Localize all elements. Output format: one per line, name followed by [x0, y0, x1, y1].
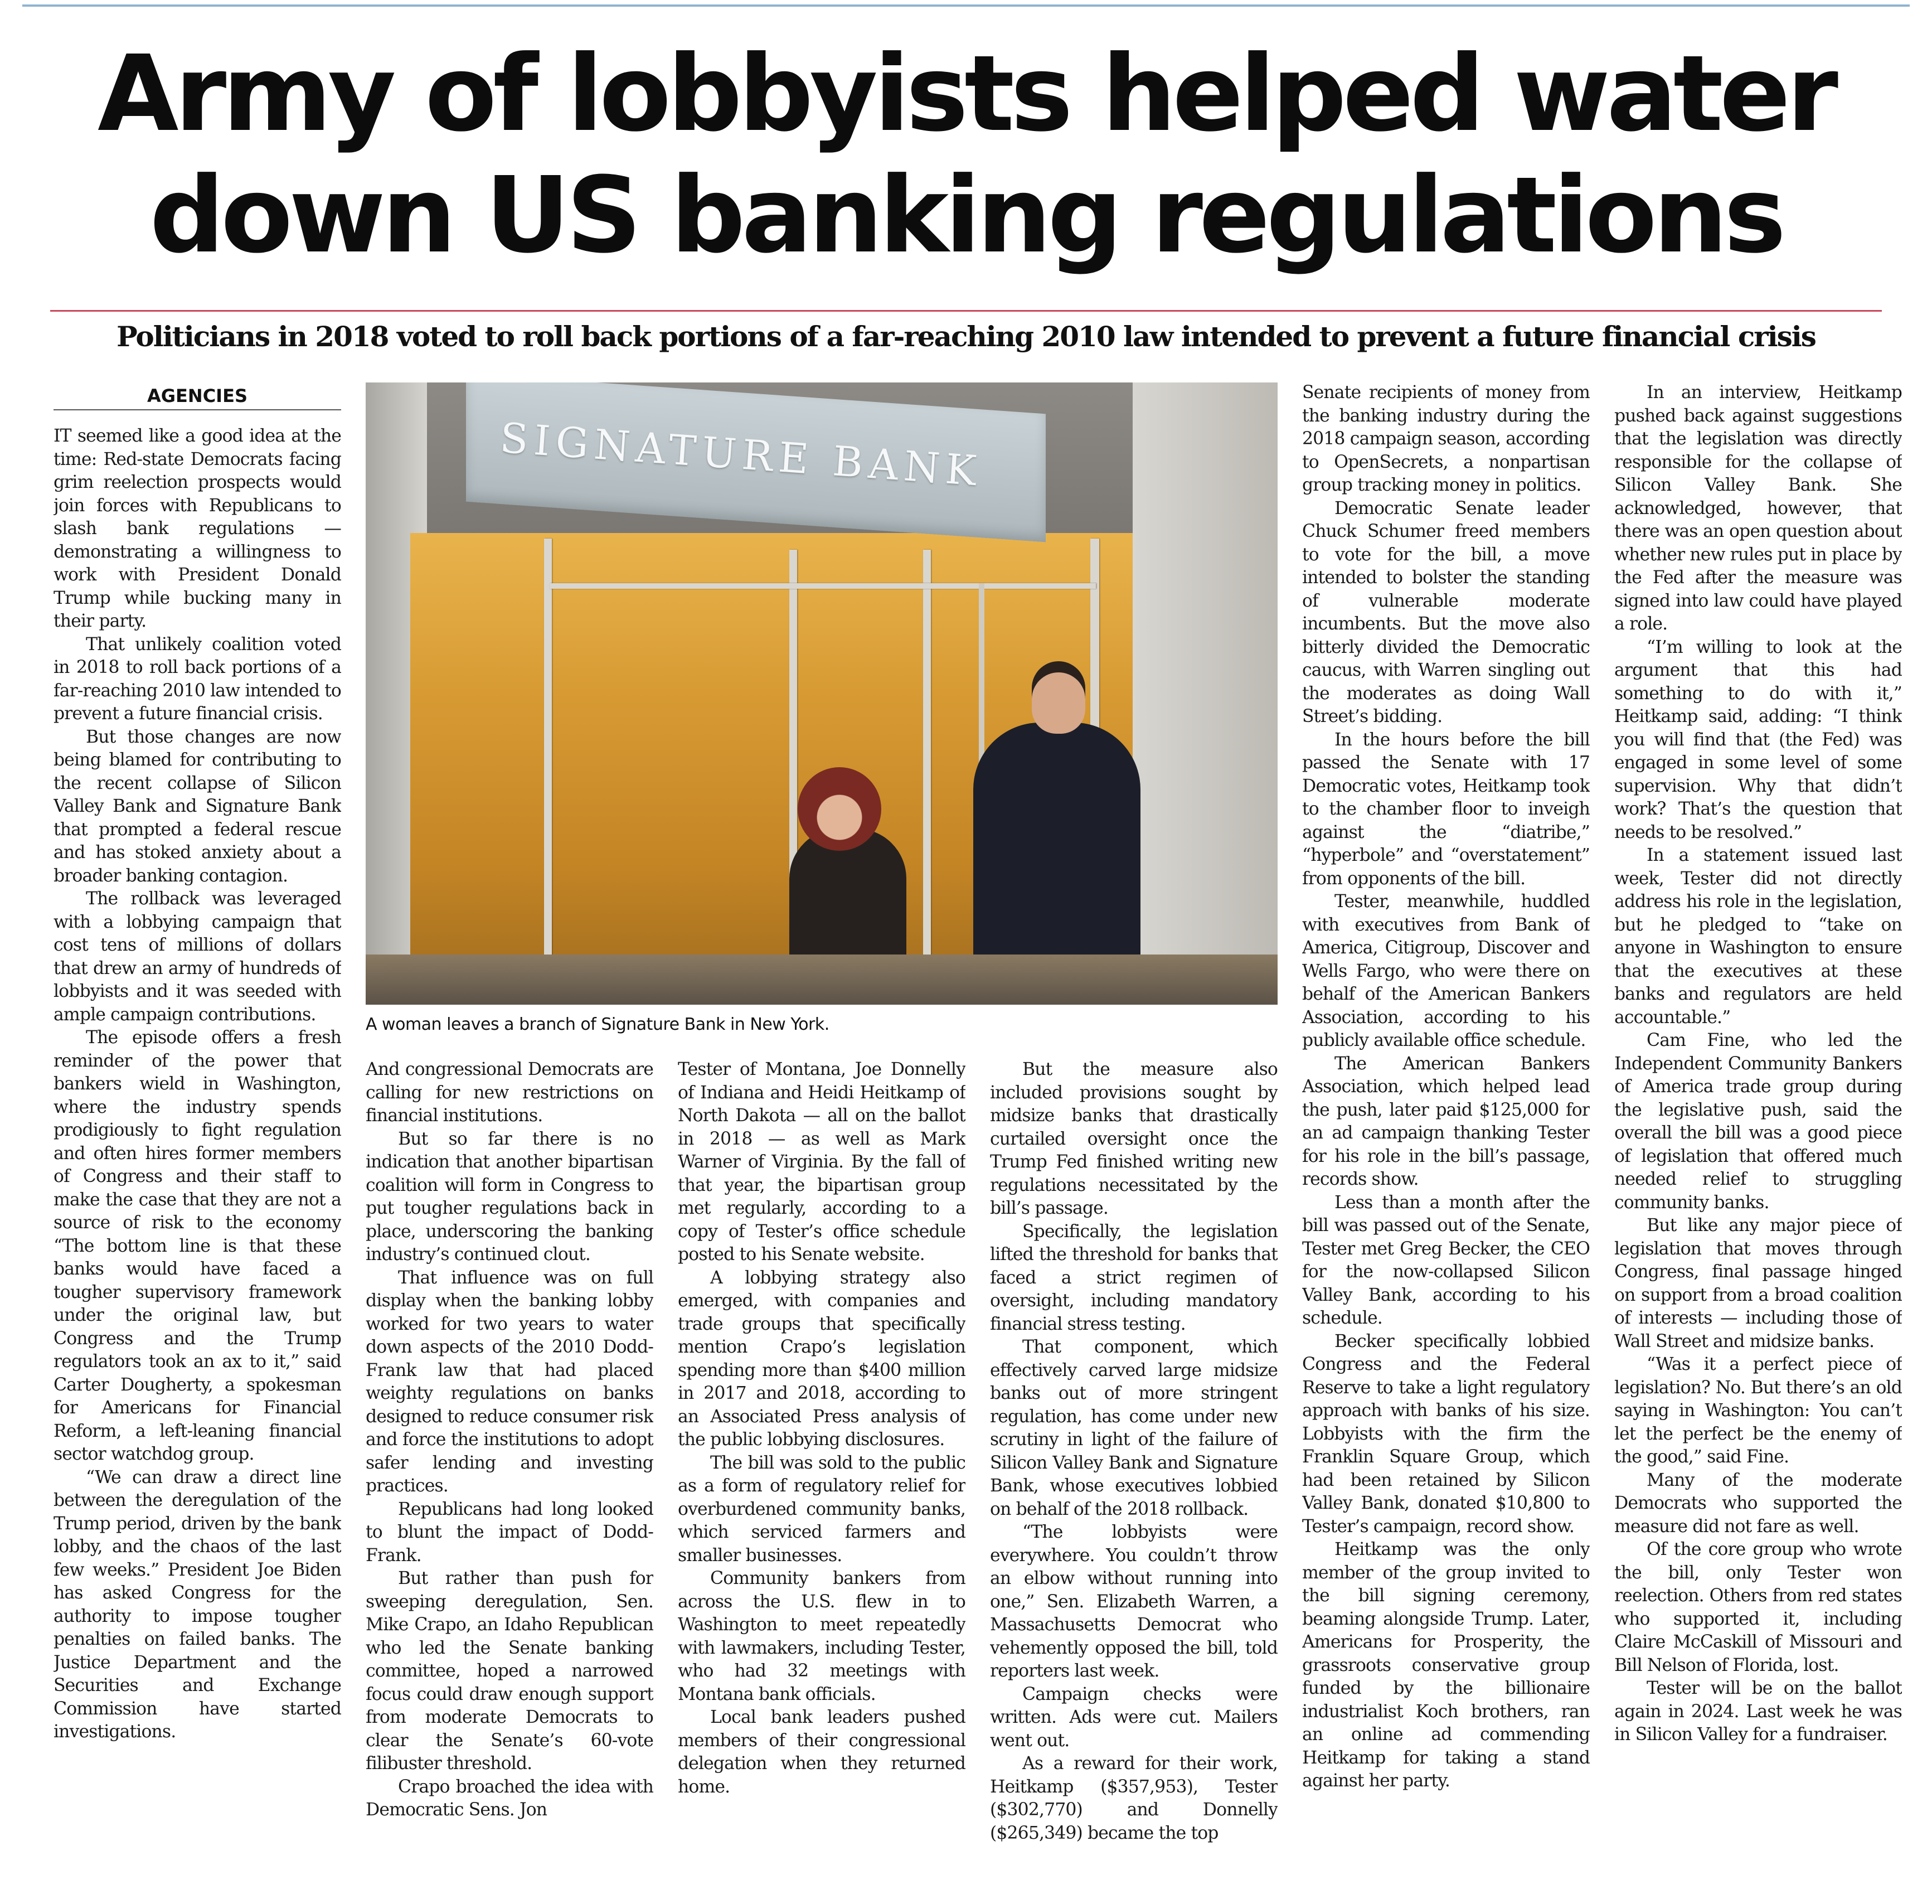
paragraph: Heitkamp was the only member of the group invited to the bill signing ceremony, beaming alongside Trump. Later, Americans for Prosperity, the grassroots conservative group funded by the billionaire industrialist Koch brothers, ran an online ad commending Heitkamp for taking a stand against her party. [1302, 1539, 1590, 1791]
headline [22, 33, 1910, 277]
paragraph: But rather than push for sweeping deregulation, Sen. Mike Crapo, an Idaho Republican who led the Senate banking committee, hoped a narrowed focus could draw enough support from moderate Democrats to clear the Senate’s 60-vote filibuster threshold. [366, 1568, 653, 1774]
paragraph: That component, which effectively carved large midsize banks out of more stringent regulation, has come under new scrutiny in light of the failure of Silicon Valley Bank and Signature Bank, whose executives lobbied on behalf of the 2018 rollback. [990, 1337, 1278, 1519]
paragraph: Campaign checks were written. Ads were cut. Mailers went out. [990, 1684, 1278, 1751]
paragraph: In a statement issued last week, Tester did not directly address his role in the legislation, but he pledged to “take on anyone in Washington to ensure that the executives at these banks and regulators are held accountable.” [1614, 845, 1902, 1028]
paragraph: “We can draw a direct line between the deregulation of the Trump period, driven by the bank lobby, and the chaos of the last few weeks.” President Joe Biden has asked Congress for the authority to impose tougher penalties on failed banks. The Justice Department and the Securities and Exchange Commission have started investigations. [54, 1467, 341, 1742]
photo-floor [366, 955, 1278, 1005]
paragraph: “The lobbyists were everywhere. You couldn’t throw an elbow without running into one,” Sen. Elizabeth Warren, a Massachusetts Democrat who vehemently opposed the bill, told reporters last week. [990, 1522, 1278, 1681]
article-column-3 [678, 1058, 965, 1886]
paragraph: Many of the moderate Democrats who supported the measure did not fare as well. [1614, 1470, 1902, 1537]
photo-woman-head [798, 767, 881, 851]
paragraph: But those changes are now being blamed for contributing to the recent collapse of Silicon Valley Bank and Signature Bank that prompted a federal rescue and has stoked anxiety about a broader banking contagion. [54, 726, 341, 886]
paragraph: “Was it a perfect piece of legislation? No. But there’s an old saying in Washington: You can’t let the perfect be the enemy of the good,” said Fine. [1614, 1354, 1902, 1467]
paragraph: Community bankers from across the U.S. flew in to Washington to meet repeatedly with lawmakers, including Tester, who had 32 meetings with Montana bank officials. [678, 1568, 965, 1704]
photo-wall-right [1133, 382, 1278, 1005]
subheadline: Politicians in 2018 voted to roll back portions of a far-reaching 2010 law intended to prevent a future financial crisis [116, 320, 1816, 353]
paragraph: But so far there is no indication that another bipartisan coalition will form in Congress to put tougher regulations back in place, underscoring the banking industry’s continued clout. [366, 1128, 653, 1265]
article-column-1 [54, 425, 341, 1886]
photo-man-head [1032, 661, 1085, 734]
paragraph: IT seemed like a good idea at the time: Red-state Democrats facing grim reelection prospects would join forces with Republicans to slash bank regulations — demonstrating a willingness to work with President Donald Trump while bucking many in their party. [54, 426, 341, 631]
paragraph: Of the core group who wrote the bill, only Tester won reelection. Others from red states who supported it, including Claire McCaskill of Missouri and Bill Nelson of Florida, lost. [1614, 1539, 1902, 1675]
paragraph: A lobbying strategy also emerged, with companies and trade groups that specifically mention Crapo’s legislation spending more than $400 million in 2017 and 2018, according to an Associated Press analysis of the public lobbying disclosures. [678, 1267, 965, 1450]
photo-caption: A woman leaves a branch of Signature Bank in New York. [366, 1015, 829, 1034]
paragraph: The episode offers a fresh reminder of the power that bankers wield in Washington, where the industry spends prodigiously to fight regulation and often hires former members of Congress and their staff to make the case that they are not a source of risk to the economy “The bottom line is that these banks would have faced a tougher supervisory framework under the original law, but Congress and the Trump regulators took an ax to it,” said Carter Dougherty, a spokesman for Americans for Financial Reform, a left-leaning financial sector watchdog group. [54, 1028, 341, 1464]
paragraph: In the hours before the bill passed the Senate with 17 Democratic votes, Heitkamp took to the chamber floor to inveigh against the “diatribe,” “hyperbole” and “overstatement” from opponents of the bill. [1302, 729, 1590, 889]
headline-line-1: Army of lobbyists helped water [98, 33, 1834, 155]
headline-divider [50, 310, 1882, 312]
top-rule [22, 4, 1910, 7]
news-photo [366, 382, 1278, 1005]
paragraph: Crapo broached the idea with Democratic Sens. Jon [366, 1776, 653, 1820]
paragraph: But the measure also included provisions sought by midsize banks that drastically curtailed oversight once the Trump Fed finished writing new regulations necessitated by the bill’s passage. [990, 1059, 1278, 1218]
bank-sign-text: SIGNATURE BANK [498, 414, 984, 496]
paragraph: “I’m willing to look at the argument that this had something to do with it,” Heitkamp said, adding: “I think you will find that (the Fed) was engaged in some level of some supervision. Why that didn’t work? That’s the question that needs to be resolved.” [1614, 637, 1902, 842]
paragraph: Specifically, the legislation lifted the threshold for banks that faced a strict regimen of oversight, including mandatory financial stress testing. [990, 1221, 1278, 1334]
paragraph: Becker specifically lobbied Congress and the Federal Reserve to take a light regulatory approach with banks of his size. Lobbyists with the firm the Franklin Square Group, which had been retained by Silicon Valley Bank, donated $10,800 to Tester’s campaign, record show. [1302, 1331, 1590, 1537]
byline: AGENCIES [54, 385, 341, 410]
article-column-4 [990, 1058, 1278, 1886]
paragraph: Democratic Senate leader Chuck Schumer freed members to vote for the bill, a move intended to bolster the standing of vulnerable moderate incumbents. But the move also bitterly divided the Democratic caucus, with Warren singling out the moderates as doing Wall Street’s bidding. [1302, 498, 1590, 726]
paragraph: As a reward for their work, Heitkamp ($357,953), Tester ($302,770) and Donnelly ($265,349) became the top [990, 1753, 1278, 1843]
paragraph: The bill was sold to the public as a form of regulatory relief for overburdened community banks, which serviced farmers and smaller businesses. [678, 1452, 965, 1566]
paragraph: That influence was on full display when the banking lobby worked for two years to water down aspects of the 2010 Dodd-Frank law that had placed weighty regulations on banks designed to reduce consumer risk and force the institutions to adopt safer lending and investing practices. [366, 1267, 653, 1496]
photo-door-frame [544, 539, 552, 985]
paragraph: That unlikely coalition voted in 2018 to roll back portions of a far-reaching 2010 law intended to prevent a future financial crisis. [54, 634, 341, 724]
article-column-5 [1302, 381, 1590, 1886]
paragraph: Republicans had long looked to blunt the impact of Dodd-Frank. [366, 1499, 653, 1566]
paragraph: Local bank leaders pushed members of their congressional delegation when they returned home. [678, 1707, 965, 1797]
paragraph: Tester of Montana, Joe Donnelly of Indiana and Heidi Heitkamp of North Dakota — all on the ballot in 2018 — as well as Mark Warner of Virginia. By the fall of that year, the bipartisan group met regularly, according to a copy of Tester’s office schedule posted to his Senate website. [678, 1059, 965, 1265]
photo-door-frame [923, 550, 931, 985]
paragraph: Less than a month after the bill was passed out of the Senate, Tester met Greg Becker, the CEO for the now-collapsed Silicon Valley Bank, according to his schedule. [1302, 1192, 1590, 1328]
paragraph: The rollback was leveraged with a lobbying campaign that cost tens of millions of dollars that drew an army of hundreds of lobbyists and it was seeded with ample campaign contributions. [54, 889, 341, 1025]
photo-door-frame [550, 583, 1096, 589]
paragraph: Tester will be on the ballot again in 2024. Last week he was in Silicon Valley for a fundraiser. [1614, 1678, 1902, 1745]
paragraph: But like any major piece of legislation that moves through Congress, final passage hinged on support from a broad coalition of interests — including those of Wall Street and midsize banks. [1614, 1215, 1902, 1351]
headline-line-2: down US banking regulations [149, 154, 1783, 277]
paragraph: Senate recipients of money from the banking industry during the 2018 campaign season, according to OpenSecrets, a nonpartisan group tracking money in politics. [1302, 382, 1590, 495]
paragraph: In an interview, Heitkamp pushed back against suggestions that the legislation was directly responsible for the collapse of Silicon Valley Bank. She acknowledged, however, that there was an open question about whether new rules put in place by the Fed after the measure was signed into law could have played a role. [1614, 382, 1902, 634]
paragraph: Cam Fine, who led the Independent Community Bankers of America trade group during the legislative push, said the overall the bill was a good piece of legislation that offered much needed relief to struggling community banks. [1614, 1030, 1902, 1213]
article-column-6 [1614, 381, 1902, 1886]
paragraph: Tester, meanwhile, huddled with executives from Bank of America, Citigroup, Discover and Wells Fargo, who were there on behalf of the American Bankers Association, according to his publicly available office schedule. [1302, 892, 1590, 1050]
article-column-2 [366, 1058, 653, 1886]
paragraph: And congressional Democrats are calling for new restrictions on financial institutions. [366, 1059, 653, 1126]
paragraph: The American Bankers Association, which helped lead the push, later paid $125,000 for an ad campaign thanking Tester for his role in the bill’s passage, records show. [1302, 1053, 1590, 1189]
